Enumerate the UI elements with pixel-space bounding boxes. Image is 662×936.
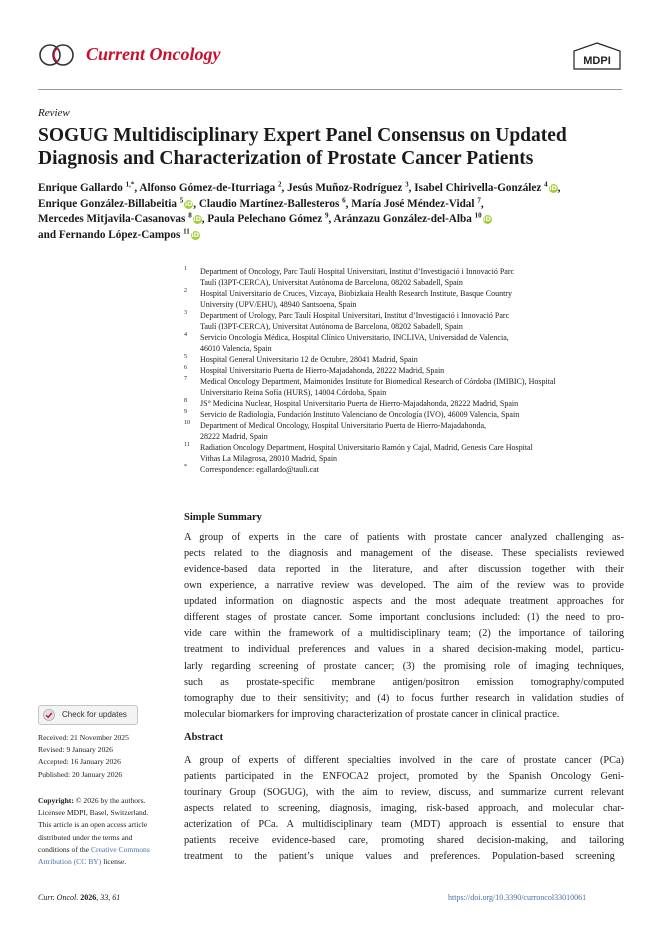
- affiliation-number: 2: [184, 288, 187, 294]
- doi-link[interactable]: https://doi.org/10.3390/curroncol33010061: [448, 893, 587, 902]
- abstract-line: treatment to the patient’s unique values and preferences. Population-based screening: [184, 851, 615, 863]
- affiliation-number: 10: [184, 420, 190, 426]
- author-separator: ,: [408, 182, 415, 194]
- summary-line: own experience, a narrative review was developed. The aim of the review was to provide: [184, 580, 624, 592]
- journal-logo: [38, 40, 76, 70]
- orcid-icon[interactable]: iD: [193, 215, 201, 223]
- author-separator: ,: [193, 197, 199, 210]
- author-affiliation-mark: 8: [188, 211, 192, 220]
- orcid-icon[interactable]: iD: [549, 184, 557, 192]
- affiliation-number: 8: [184, 398, 187, 404]
- affiliation-item: [184, 354, 624, 365]
- author-separator: ,: [480, 197, 484, 210]
- affiliation-item: [184, 409, 624, 420]
- affiliation-text: Hospital Universitario Puerta de Hierro-Majadahonda, 28222 Madrid, Spain: [200, 366, 445, 375]
- author-name: Jesús Muñoz-Rodríguez: [287, 182, 403, 194]
- summary-line: treatment to individual preferences and values in a shared decision-making model, particu-: [184, 644, 624, 656]
- header-divider: [38, 89, 622, 90]
- accepted-date: Accepted: 16 January 2026: [38, 757, 121, 767]
- affiliation-list: [184, 266, 624, 475]
- affiliation-text: Hospital General Universitario 12 de Octubre, 28041 Madrid, Spain: [200, 355, 418, 364]
- author-affiliation-mark: 9: [325, 211, 329, 220]
- affiliation-item: [184, 332, 624, 354]
- abstract-line: patients receive evidence-based care, promoting shared decision-making, and tailoring: [184, 835, 624, 847]
- affiliation-item: [184, 310, 624, 332]
- author-name: Aránzazu González-del-Alba: [333, 213, 472, 225]
- affiliation-text: Universitario Reina Sofía (HURS), 14004 Córdoba, Spain: [200, 388, 387, 397]
- abstract-text: [184, 753, 624, 865]
- affiliation-text: JS° Medicina Nuclear, Hospital Universitario Puerta de Hierro-Majadahonda, 28222 Madrid, Spain: [200, 399, 519, 408]
- summary-line: evidence-based data reported in the literature, and after discussion together with their: [184, 564, 624, 576]
- copyright-text: conditions of the: [38, 844, 91, 854]
- author-affiliation-mark: 4: [544, 180, 548, 189]
- summary-line: different stages of prostate cancer. Some important conclusions included: (1) the need to pro-: [184, 612, 624, 624]
- svg-text:MDPI: MDPI: [583, 55, 611, 67]
- affiliation-text: Hospital Universitario de Cruces, Vizcaya, Biobizkaia Health Research Institute, Basque Country: [200, 289, 512, 298]
- copyright-text: Licensee MDPI, Basel, Switzerland.: [38, 808, 149, 818]
- affiliation-number: 9: [184, 409, 187, 415]
- orcid-icon[interactable]: iD: [184, 199, 193, 208]
- orcid-icon[interactable]: iD: [191, 230, 200, 239]
- abstract-line: tourinary Group (SOGUG), with the aim to review, discuss, and summarize current relevant: [184, 787, 624, 799]
- article-title: SOGUG Multidisciplinary Expert Panel Consensus on Updated Diagnosis and Characterization of Prostate Cancer Patients: [38, 125, 567, 169]
- affiliation-number: 1: [184, 266, 187, 272]
- mdpi-logo: [573, 42, 621, 70]
- simple-summary-text: [184, 530, 624, 723]
- author-line: [38, 181, 630, 197]
- simple-summary-heading: Simple Summary: [184, 512, 262, 523]
- author-affiliation-mark: 3: [405, 180, 409, 189]
- affiliation-text: Radiation Oncology Department, Hospital Universitario Ramón y Cajal, Madrid, Genesis Care Hospital: [200, 443, 533, 452]
- author-name: Paula Pelechano Gómez: [207, 213, 323, 225]
- abstract-line: A group of experts of different specialties involved in the care of prostate cancer (PCa): [184, 755, 624, 766]
- affiliation-text: Servicio de Radiología, Fundación Instituto Valenciano de Oncología (IVO), 46009 Valencia, Spain: [200, 410, 520, 419]
- affiliation-item: [184, 376, 624, 398]
- summary-line: vide care within the framework of a multidisciplinary team; (2) the importance of tailoring: [184, 628, 624, 640]
- published-date: Published: 20 January 2026: [38, 769, 123, 779]
- affiliation-number: *: [184, 464, 187, 470]
- journal-abbrev: Curr. Oncol.: [38, 893, 79, 902]
- author-affiliation-mark: 11: [183, 226, 190, 235]
- copyright-notice: [38, 795, 178, 868]
- affiliation-text: Department of Medical Oncology, Hospital Universitario Puerta de Hierro-Majadahonda,: [200, 421, 487, 430]
- author-affiliation-mark: 1,*: [125, 180, 135, 189]
- author-separator: ,: [201, 213, 208, 225]
- citation-year: 2026: [80, 893, 97, 902]
- abstract-heading: Abstract: [184, 732, 224, 743]
- summary-line: pects related to the diagnosis and management of the disease. These specialists reviewed: [184, 548, 624, 560]
- affiliation-number: 11: [184, 442, 190, 448]
- author-line: [38, 228, 630, 244]
- article-type: Review: [38, 107, 70, 119]
- license-link[interactable]: Attribution (CC BY): [38, 857, 102, 867]
- check-for-updates-button[interactable]: [38, 705, 138, 725]
- check-updates-icon: [43, 709, 55, 721]
- author-separator: ,: [557, 182, 561, 194]
- author-affiliation-mark: 10: [474, 211, 482, 220]
- footer-citation: [38, 893, 120, 902]
- abstract-line: patients participated in the ENFOCA2 project, promoted by the Spanish Oncology Geni-: [184, 771, 624, 783]
- author-affiliation-mark: 2: [277, 180, 282, 189]
- affiliation-text: University (UPV/EHU), 48940 Santsoena, Spain: [200, 300, 357, 309]
- affiliation-text: Taulí (I3PT-CERCA), Universitat Autònoma de Barcelona, 08202 Sabadell, Spain: [200, 322, 463, 331]
- summary-line: such as prostate-specific membrane antigen/positron emission tomography/computed: [184, 676, 624, 688]
- copyright-text: © 2026 by the authors.: [73, 796, 146, 805]
- affiliation-number: 4: [184, 332, 187, 338]
- affiliation-text: 46010 Valencia, Spain: [200, 344, 272, 353]
- abstract-line: acterization of PCa. A multidisciplinary team (MDT) approach is essential to ensure that: [184, 819, 624, 831]
- affiliation-number: 6: [184, 365, 187, 371]
- author-name: Fernando López-Campos: [58, 228, 181, 241]
- affiliation-item: [184, 288, 624, 310]
- abstract-line: aspects related to screening, diagnosis, imaging, risk-based approach, and molecular char-: [184, 803, 624, 815]
- author-name: María José Méndez-Vidal: [351, 197, 475, 210]
- copyright-label: Copyright:: [38, 796, 74, 805]
- affiliation-item: [184, 420, 624, 442]
- affiliation-text: Department of Urology, Parc Taulí Hospital Universitari, Institut d’Investigació i Innovació Parc: [200, 311, 510, 320]
- affiliation-item: [184, 266, 624, 288]
- author-separator: ,: [134, 182, 140, 194]
- license-tail: license.: [101, 857, 127, 867]
- copyright-text: This article is an open access article: [38, 820, 148, 830]
- affiliation-item: [184, 398, 624, 409]
- revised-date: Revised: 9 January 2026: [38, 745, 113, 755]
- affiliation-text: Taulí (I3PT-CERCA), Universitat Autònoma de Barcelona, 08202 Sabadell, Spain: [200, 278, 463, 287]
- author-line: [38, 212, 630, 228]
- author-separator: ,: [345, 197, 352, 210]
- check-for-updates-label: Check for updates: [62, 710, 127, 719]
- affiliation-text: Department of Oncology, Parc Taulí Hospital Universitari, Institut d’Investigació i Innovació Parc: [200, 267, 515, 276]
- summary-line: updated information on diagnostic aspects and the most adequate treatment approaches for: [184, 596, 624, 608]
- affiliation-text: Servicio Oncología Médica, Hospital Clínico Universitario, INCLIVA, Universidad de Valencia,: [200, 333, 509, 342]
- affiliation-item: [184, 365, 624, 376]
- author-name: Isabel Chirivella-González: [414, 182, 542, 194]
- author-affiliation-mark: 7: [477, 195, 481, 204]
- author-affiliation-mark: 6: [342, 195, 346, 204]
- author-name: Mercedes Mitjavila-Casanovas: [38, 213, 186, 225]
- affiliation-text: Vithas La Milagrosa, 28010 Madrid, Spain: [200, 454, 338, 463]
- orcid-icon[interactable]: iD: [483, 215, 491, 223]
- affiliation-number: 3: [184, 310, 187, 316]
- summary-line: tomography due to their sensitivity; and (4) to focus further research in validation studies of: [184, 692, 624, 704]
- publication-dates: [38, 732, 178, 781]
- received-date: Received: 21 November 2025: [38, 733, 129, 742]
- author-name: Claudio Martínez-Ballesteros: [198, 197, 340, 210]
- author-affiliation-mark: 5: [179, 195, 184, 204]
- author-list: [38, 181, 630, 243]
- affiliation-number: 5: [184, 354, 187, 360]
- affiliation-number: 7: [184, 376, 187, 382]
- author-separator: ,: [281, 182, 288, 194]
- author-conjunction: and: [38, 228, 57, 241]
- author-name: Enrique González-Billabeitia: [38, 197, 177, 210]
- journal-name: Current Oncology: [86, 44, 221, 64]
- affiliation-item: [184, 464, 624, 475]
- author-name: Alfonso Gómez-de-Iturriaga: [139, 182, 276, 194]
- summary-line: A group of experts in the care of patients with prostate cancer analyzed challenging as-: [184, 532, 624, 543]
- author-line: [38, 197, 630, 213]
- summary-line: larly regarding screening of prostate cancer; (3) the promising role of imaging techniques,: [184, 660, 624, 672]
- affiliation-text: 28222 Madrid, Spain: [200, 432, 268, 441]
- summary-line: molecular biomarkers for improving characterization of prostate cancer in clinical practice.: [184, 708, 560, 720]
- volume-pages: , 33, 61: [96, 893, 121, 902]
- author-name: Enrique Gallardo: [38, 182, 123, 194]
- copyright-text: distributed under the terms and: [38, 832, 133, 842]
- affiliation-text: Correspondence: egallardo@tauli.cat: [200, 465, 319, 474]
- affiliation-text: Medical Oncology Department, Maimonides Institute for Biomedical Research of Córdoba (IMIBIC), Hospital: [200, 377, 556, 386]
- author-separator: ,: [328, 213, 334, 225]
- affiliation-item: [184, 442, 624, 464]
- license-link[interactable]: Creative Commons: [90, 844, 150, 854]
